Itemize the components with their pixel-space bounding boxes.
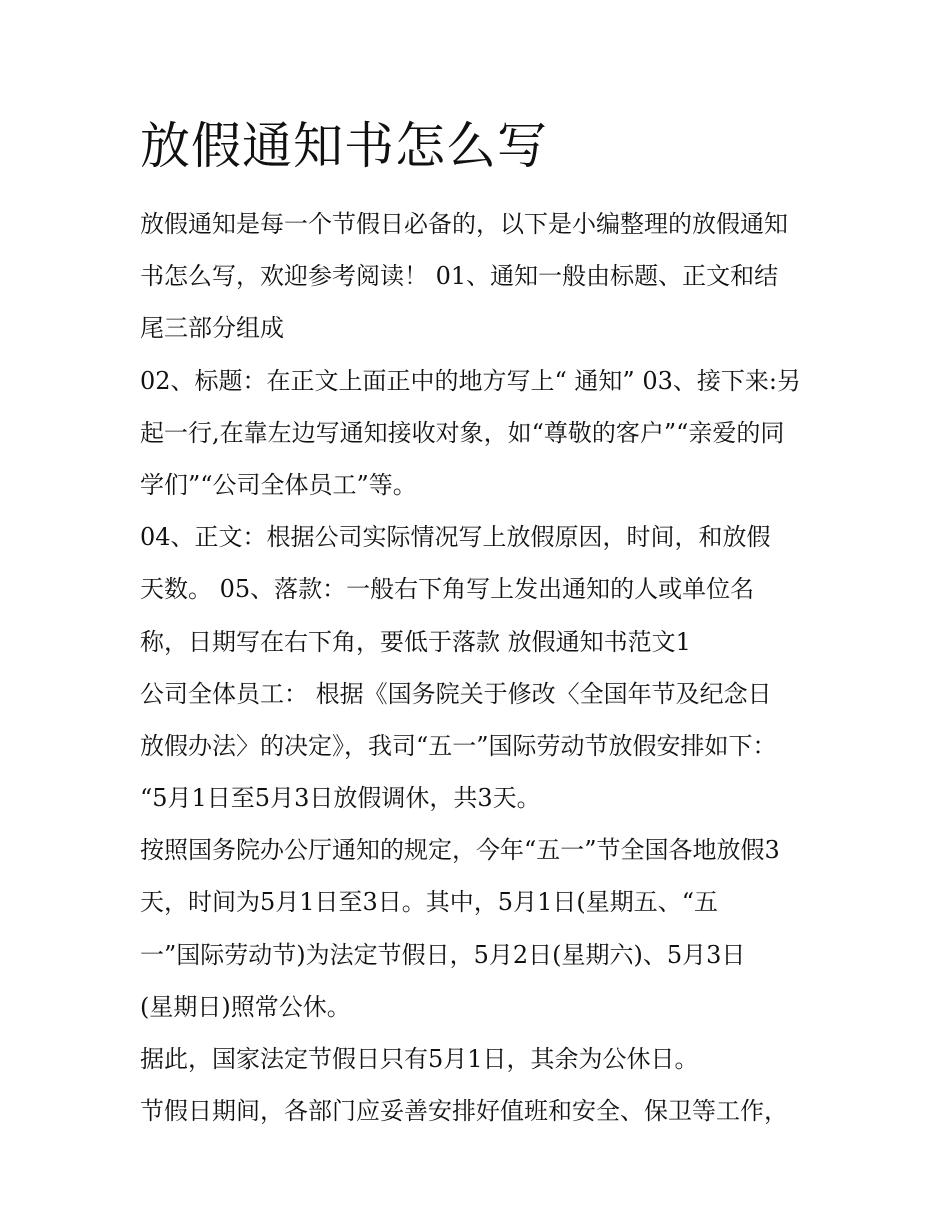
body-line: 02、标题：在正文上面正中的地方写上“ 通知” 03、接下来:另	[140, 366, 801, 395]
body-line: 天，时间为5月1日至3日。其中，5月1日(星期五、“五	[140, 888, 718, 917]
body-line: 一”国际劳动节)为法定节假日，5月2日(星期六)、5月3日	[140, 940, 746, 969]
body-line: 放假通知是每一个节假日必备的，以下是小编整理的放假通知	[140, 210, 788, 238]
body-line: 公司全体员工： 根据《国务院关于修改〈全国年节及纪念日	[140, 679, 772, 708]
body-line: 按照国务院办公厅通知的规定，今年“五一”节全国各地放假3	[140, 836, 780, 865]
body-line: 尾三部分组成	[140, 314, 284, 343]
body-line: 起一行,在靠左边写通知接收对象，如“尊敬的客户”“亲爱的同	[140, 418, 785, 447]
body-line: 节假日期间，各部门应妥善安排好值班和安全、保卫等工作，	[140, 1097, 788, 1126]
body-line: 据此，国家法定节假日只有5月1日，其余为公休日。	[140, 1045, 699, 1073]
body-line: 称，日期写在右下角，要低于落款 放假通知书范文1	[140, 627, 691, 656]
body-line: 放假办法〉的决定》，我司“五一”国际劳动节放假安排如下：	[140, 731, 777, 760]
body-line: 书怎么写，欢迎参考阅读！ 01、通知一般由标题、正文和结	[140, 262, 779, 291]
body-line: (星期日)照常公休。	[140, 992, 351, 1021]
document-body	[140, 198, 830, 1137]
document-title: 放假通知书怎么写	[140, 117, 548, 175]
body-line: 04、正文：根据公司实际情况写上放假原因，时间，和放假	[140, 523, 771, 552]
body-line: 学们”“公司全体员工”等。	[140, 470, 417, 499]
body-line: 天数。 05、落款：一般右下角写上发出通知的人或单位名	[140, 575, 755, 604]
body-line: “5月1日至5月3日放假调休，共3天。	[140, 784, 541, 813]
